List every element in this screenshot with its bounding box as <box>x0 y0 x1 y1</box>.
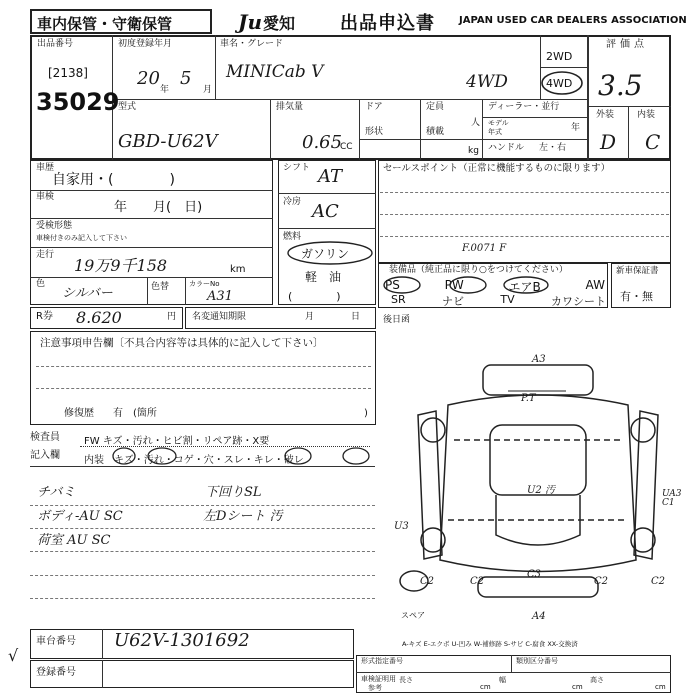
dmg-left-lower: C2 <box>420 576 435 587</box>
spare-label: スペア <box>401 611 425 620</box>
model-year-label1: モデル <box>488 119 509 127</box>
exterior-grade: D <box>600 130 617 154</box>
inspector-note-1: チバミ <box>37 485 76 500</box>
r-ticket-label: R券 <box>36 311 53 322</box>
handle-label: ハンドル <box>488 143 525 153</box>
repair-label: 修復歴 <box>64 408 94 419</box>
drive-2wd: 2WD <box>546 50 573 63</box>
chassis-label: 車台番号 <box>36 636 76 647</box>
length-label: 長さ <box>399 676 413 684</box>
width-unit: cm <box>572 683 583 691</box>
name-grade-label: 車名・グレード <box>220 39 284 49</box>
color-value: シルバー <box>62 286 113 301</box>
fuel-diesel: 軽 油 <box>305 270 342 284</box>
door-label: ドア <box>365 102 383 112</box>
ac-label: 冷房 <box>283 197 302 207</box>
inspector-row1: FW キズ・汚れ・ヒビ割・リペア跡・X要 <box>84 436 270 447</box>
model-label: 型式 <box>118 102 137 112</box>
load-label: 積載 <box>426 127 445 137</box>
repair-close: ) <box>364 408 368 419</box>
lot-number: 35029 <box>36 88 120 116</box>
fuel-gas: ガソリン <box>301 247 350 261</box>
history-value: 自家用・( ) <box>52 172 175 188</box>
model-value: GBD-U62V <box>118 131 218 152</box>
model-year-label2: 年式 <box>488 128 502 136</box>
chassis-value: U62V-1301692 <box>114 630 250 651</box>
car-name: MINICab V <box>226 62 324 82</box>
interior-grade: C <box>645 130 661 154</box>
dmg-pillar: P.T <box>521 393 536 404</box>
mileage-label: 走行 <box>36 250 55 260</box>
fuel-paren: ( ) <box>288 290 341 303</box>
cert-label: 車検証明用 <box>361 675 396 683</box>
width-label: 幅 <box>499 676 506 684</box>
notice-day: 日 <box>351 312 361 322</box>
shape-label: 形状 <box>365 127 384 137</box>
remarks-title: 注意事項申告欄〔不具合内容等は具体的に記入して下さい〕 <box>40 337 324 349</box>
equip-aw: AW <box>585 278 605 292</box>
evaluation-label: 評価点 <box>606 39 648 50</box>
listing-number-label: 出品番号 <box>37 39 74 49</box>
repair-value: 有 (箇所 <box>113 408 157 419</box>
inspector-circles <box>110 446 370 466</box>
mileage-unit: km <box>230 264 246 275</box>
handle-options: 左・右 <box>539 143 567 153</box>
dealer-label: ディーラー・並行 <box>488 102 560 112</box>
fuel-label: 燃料 <box>283 232 302 242</box>
color-code-value: A31 <box>207 289 233 304</box>
shift-label: シフト <box>283 163 311 173</box>
stamp-text: 車内保管・守衛保管 <box>37 15 173 33</box>
received-label: 受検形態 <box>36 221 73 231</box>
history-label: 車歴 <box>36 163 55 173</box>
capacity-label: 定員 <box>426 102 445 112</box>
warranty-label: 新車保証書 <box>616 266 659 276</box>
dmg-right: UA3 C1 <box>662 489 682 508</box>
height-label: 高さ <box>590 676 604 684</box>
reg-label: 登録番号 <box>36 667 76 678</box>
first-reg-year: 20 <box>137 68 160 89</box>
spec-no-box <box>356 655 671 693</box>
damage-legend: A-キズ E-エクボ U-凹み W-補修跡 S-サビ C-腐食 XX-交換済 <box>402 640 578 648</box>
reg-box <box>30 660 354 688</box>
dmg-left-door: U3 <box>394 521 409 532</box>
form-title: 出品申込書 <box>340 13 435 34</box>
dmg-roof: U2 汚 <box>527 485 555 496</box>
inspector-note-5: 左Dシート 汚 <box>203 509 283 524</box>
received-note: 車検付きのみ記入して下さい <box>36 234 127 242</box>
displacement-label: 排気量 <box>276 102 304 112</box>
drive-note: 4WD <box>466 72 508 92</box>
height-unit: cm <box>655 683 666 691</box>
sales-point-box <box>378 160 671 263</box>
equipment-label: 装備品（純正品に限り○をつけてください） <box>389 265 568 275</box>
warranty-value: 有・無 <box>620 290 653 303</box>
mileage-value: 19万9千158 <box>74 256 168 275</box>
equip-sr: SR <box>391 293 406 306</box>
class-no-label: 類別区分番号 <box>516 657 558 665</box>
dmg-bottom: A4 <box>532 611 546 622</box>
dmg-right-lower2: C2 <box>651 576 666 587</box>
inspector-label1: 検査員 <box>30 432 60 443</box>
dmg-top: A3 <box>532 354 546 365</box>
color-change-label: 色替 <box>151 282 170 292</box>
notice-label: 名変通知期限 <box>192 312 247 322</box>
dmg-front: C3 <box>527 569 542 580</box>
r-ticket-value: 8.620 <box>76 308 122 327</box>
shift-value: AT <box>318 166 343 187</box>
interior-label: 内装 <box>637 110 656 120</box>
color-label: 色 <box>36 279 46 289</box>
r-ticket-unit: 円 <box>167 312 177 322</box>
inspector-row2: キズ・汚れ・コゲ・穴・スレ・キレ・破レ <box>114 455 304 466</box>
first-reg-month: 5 <box>180 68 192 89</box>
first-reg-label: 初度登録年月 <box>118 39 173 49</box>
equipment-row2 <box>391 293 606 309</box>
rear-seat-label: 後日函 <box>383 315 411 325</box>
equip-ps: PS <box>385 278 400 292</box>
length-unit: cm <box>480 683 491 691</box>
displacement-value: 0.65 <box>302 132 343 153</box>
dmg-right-lower: C2 <box>594 576 609 587</box>
displacement-unit: CC <box>340 142 353 152</box>
english-title: JAPAN USED CAR DEALERS ASSOCIATION <box>459 15 687 26</box>
color-code-label: カラーNo <box>189 280 220 288</box>
inspector-note-2: ボディ-AU SC <box>37 509 123 524</box>
ref-label: 参考 <box>368 684 382 692</box>
inspector-note-3: 荷室 AU SC <box>37 533 111 548</box>
evaluation-score: 3.5 <box>598 69 643 102</box>
dmg-left-lower2: C2 <box>470 576 485 587</box>
inspection-label: 車検 <box>36 192 55 202</box>
inspector-label2: 記入欄 <box>30 450 60 461</box>
sales-point-note: F.0071 F <box>462 243 507 254</box>
inspector-row2-prefix: 内装 <box>84 455 104 466</box>
brand-name: 愛知 <box>263 14 296 33</box>
equip-airbag: エアB <box>508 280 541 294</box>
lot-code: [2138] <box>48 66 88 80</box>
first-reg-month-unit: 月 <box>203 85 213 95</box>
equip-kawa-seat: カワシート <box>550 295 606 308</box>
equip-circles <box>378 275 558 295</box>
sales-point-label: セールスポイント（正常に機能するものに限ります） <box>383 163 611 174</box>
notice-month: 月 <box>305 312 315 322</box>
spec-no-label: 形式指定番号 <box>361 657 403 665</box>
side-check-mark: √ <box>8 646 19 665</box>
brand-logo: Ju <box>238 10 263 34</box>
equip-pw: PW <box>444 278 464 292</box>
ac-value: AC <box>312 201 339 222</box>
load-unit: kg <box>468 146 479 156</box>
model-year-unit: 年 <box>571 123 581 133</box>
first-reg-year-unit: 年 <box>160 85 170 95</box>
drive-4wd: 4WD <box>546 77 573 90</box>
equip-navi: ナビ <box>442 295 464 308</box>
inspector-note-4: 下回りSL <box>205 485 262 500</box>
capacity-unit: 人 <box>471 118 481 128</box>
exterior-label: 外装 <box>596 110 615 120</box>
equip-tv: TV <box>500 293 515 306</box>
inspection-value: 年 月( 日) <box>114 200 203 215</box>
